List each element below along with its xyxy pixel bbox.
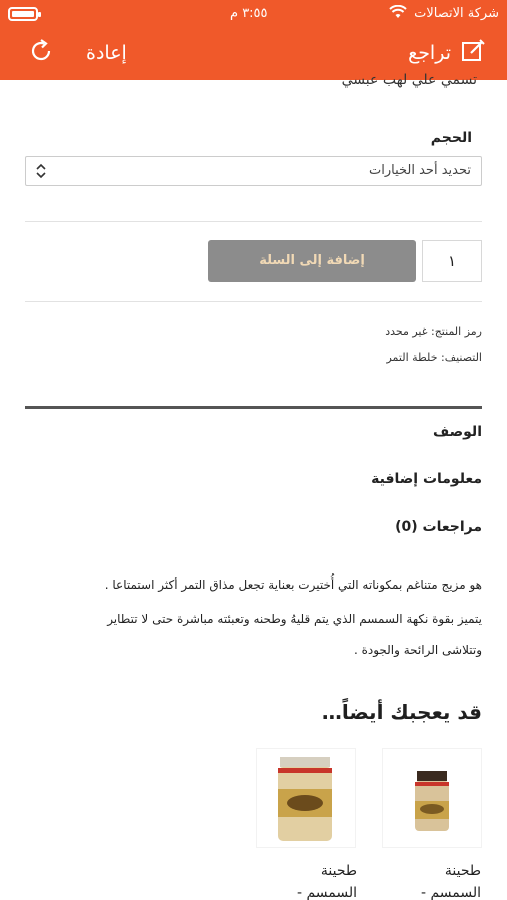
edit-icon (461, 39, 485, 68)
product-image[interactable] (256, 748, 356, 848)
related-title: قد يعجبك أيضاً… (321, 700, 482, 724)
carrier-name: شركة الاتصالات (414, 6, 499, 21)
tahini-jar-icon (255, 749, 355, 849)
tabs-divider (25, 406, 482, 409)
divider (25, 301, 482, 302)
status-bar (0, 0, 507, 28)
description-line: يتميز بقوة نكهة السمسم الذي يتم قليهُ وطحنه وتعبئته مباشرة حتى لا تتطاير (107, 612, 482, 626)
cut-off-text: تسمي علي لهب عبسي (341, 72, 477, 88)
product-name[interactable]: طحينة السمسم - (420, 863, 481, 900)
clock: ٣:٥٥ م (230, 6, 268, 21)
product-sku: رمز المنتج: غير محدد (385, 325, 482, 338)
size-label: الحجم (430, 130, 472, 146)
quantity-input[interactable]: ١ (422, 240, 482, 282)
tab-additional-info[interactable]: معلومات إضافية (371, 471, 482, 487)
product-category: التصنيف: خلطة التمر (386, 351, 482, 364)
refresh-icon (28, 38, 54, 69)
reload-label: إعادة (86, 42, 127, 64)
size-select-value: تحديد أحد الخيارات (369, 163, 471, 178)
add-to-cart-button[interactable]: إضافة إلى السلة (208, 240, 416, 282)
wifi-icon (389, 5, 407, 23)
undo-button[interactable] (408, 36, 485, 70)
product-image[interactable] (382, 748, 482, 848)
undo-label: تراجع (408, 42, 451, 64)
reload-button[interactable] (28, 36, 127, 70)
divider (25, 221, 482, 222)
tab-description[interactable]: الوصف (432, 424, 482, 440)
description-line: وتتلاشى الرائحة والجودة . (353, 643, 482, 657)
product-name[interactable]: طحينة السمسم - (296, 863, 357, 900)
size-select[interactable] (25, 156, 482, 186)
tab-reviews[interactable]: مراجعات (0) (395, 519, 482, 535)
description-line: هو مزيج متناغم بمكوناته التي أُختيرت بعناية تجعل مذاق التمر أكثر استمتاعا . (104, 578, 482, 592)
tahini-jar-icon (381, 749, 481, 849)
top-bar (0, 0, 507, 80)
chevron-up-down-icon (34, 161, 48, 185)
battery-icon (8, 7, 38, 21)
